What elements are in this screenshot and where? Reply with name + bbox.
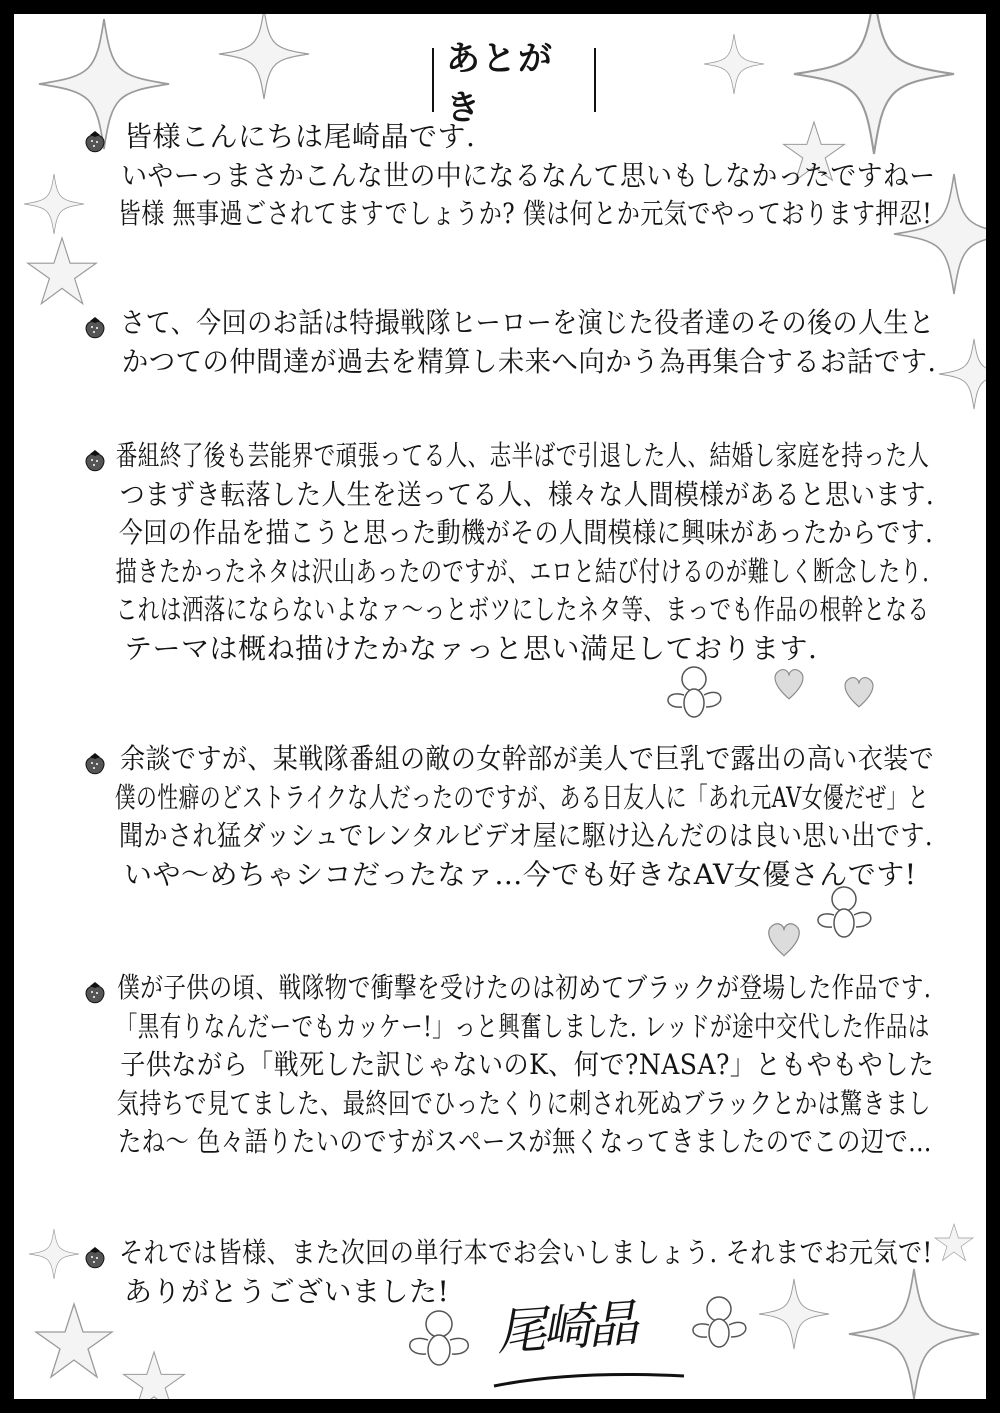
cupid-icon (410, 1311, 469, 1365)
heart-icon (775, 670, 803, 699)
text-line: 描きたかったネタは沢山あったのですが、エロと結び付けるのが難しく断念したり. (115, 554, 930, 588)
paragraph-story (88, 304, 938, 381)
text-line: いや〜めちゃシコだったなァ...今でも好きなAV女優さんです! (124, 857, 917, 891)
text-line: 今回の作品を描こうと思った動機がその人間模様に興味があったからです. (118, 516, 934, 549)
star-icon (939, 339, 1000, 409)
text-line: 皆様こんにちは尾崎晶です. (124, 120, 476, 153)
paragraph-aside (88, 740, 938, 894)
paragraph-childhood (88, 969, 938, 1162)
paragraph-greeting (88, 118, 938, 234)
paragraph-themes (88, 437, 938, 668)
signature-flourish (484, 1276, 704, 1396)
text-line: 皆様 無事過ごされてますでしょうか? 僕は何とか元気でやっております押忍! (117, 197, 933, 230)
title-plate (432, 39, 596, 128)
star-icon (704, 34, 764, 94)
star-icon (124, 1352, 185, 1410)
strawberry-icon (82, 130, 108, 156)
text-line: 僕が子供の頃、戦隊物で衝撃を受けたのは初めてブラックが登場した作品です. (117, 971, 932, 1004)
text-line: これは洒落にならないよなァ〜っとボツにしたネタ等、まっでも作品の根幹となる (115, 593, 930, 626)
text-line: 子供ながら「戦死した訳じゃないのK、何で?NASA?」ともやもやした (120, 1048, 935, 1081)
cupid-icon (668, 667, 721, 717)
star-icon (28, 238, 96, 304)
text-line: かつての仲間達が過去を精算し未来へ向かう為再集合するお話です. (121, 344, 937, 378)
text-line: それでは皆様、また次回の単行本でお会いしましょう. それまでお元気で! (119, 1236, 933, 1269)
signature (484, 1276, 704, 1396)
text-line: ありがとうございました! (124, 1274, 450, 1308)
text-line: 聞かされ猛ダッシュでレンタルビデオ屋に駆け込んだのは良い思い出です. (118, 819, 933, 852)
text-line: 僕の性癖のどストライクな人だったのですが、ある日友人に「あれ元AV女優だぜ」と (114, 780, 929, 814)
cupid-icon (818, 887, 871, 937)
heart-icon (769, 924, 799, 956)
text-line: テーマは概ね描けたかなァっと思い満足しております. (124, 631, 818, 665)
text-line: 気持ちで見てました、最終回でひったくりに刺され死ぬブラックとかは驚きまし (116, 1086, 931, 1120)
page-title: あとがき (434, 29, 594, 131)
star-icon (219, 14, 309, 99)
signature-text: 尾崎晶 (494, 1294, 637, 1362)
text-line: 番組終了後も芸能界で頑張ってる人、志半ばで引退した人、結婚し家庭を持った人 (115, 439, 930, 472)
text-line: 余談ですが、某戦隊番組の敵の女幹部が美人で巨乳で露出の高い衣装で (120, 742, 935, 775)
text-line: さて、今回のお話は特撮戦隊ヒーローを演じた役者達のその後の人生と (120, 306, 935, 339)
text-line: つまずき転落した人生を送ってる人、様々な人間模様があると思います. (119, 477, 935, 511)
text-line: いやーっまさかこんな世の中になるなんて思いもしなかったですねー (121, 158, 936, 192)
star-icon (29, 1229, 79, 1279)
star-icon (36, 1304, 112, 1377)
star-icon (24, 174, 84, 234)
text-line: たね〜 色々語りたいのですがスペースが無くなってきましたのでこの辺で... (117, 1125, 932, 1158)
star-icon (935, 1224, 973, 1261)
text-line: 「黒有りなんだーでもカッケー!」っと興奮しました. レッドが途中交代した作品は (115, 1009, 930, 1043)
heart-icon (845, 678, 873, 707)
